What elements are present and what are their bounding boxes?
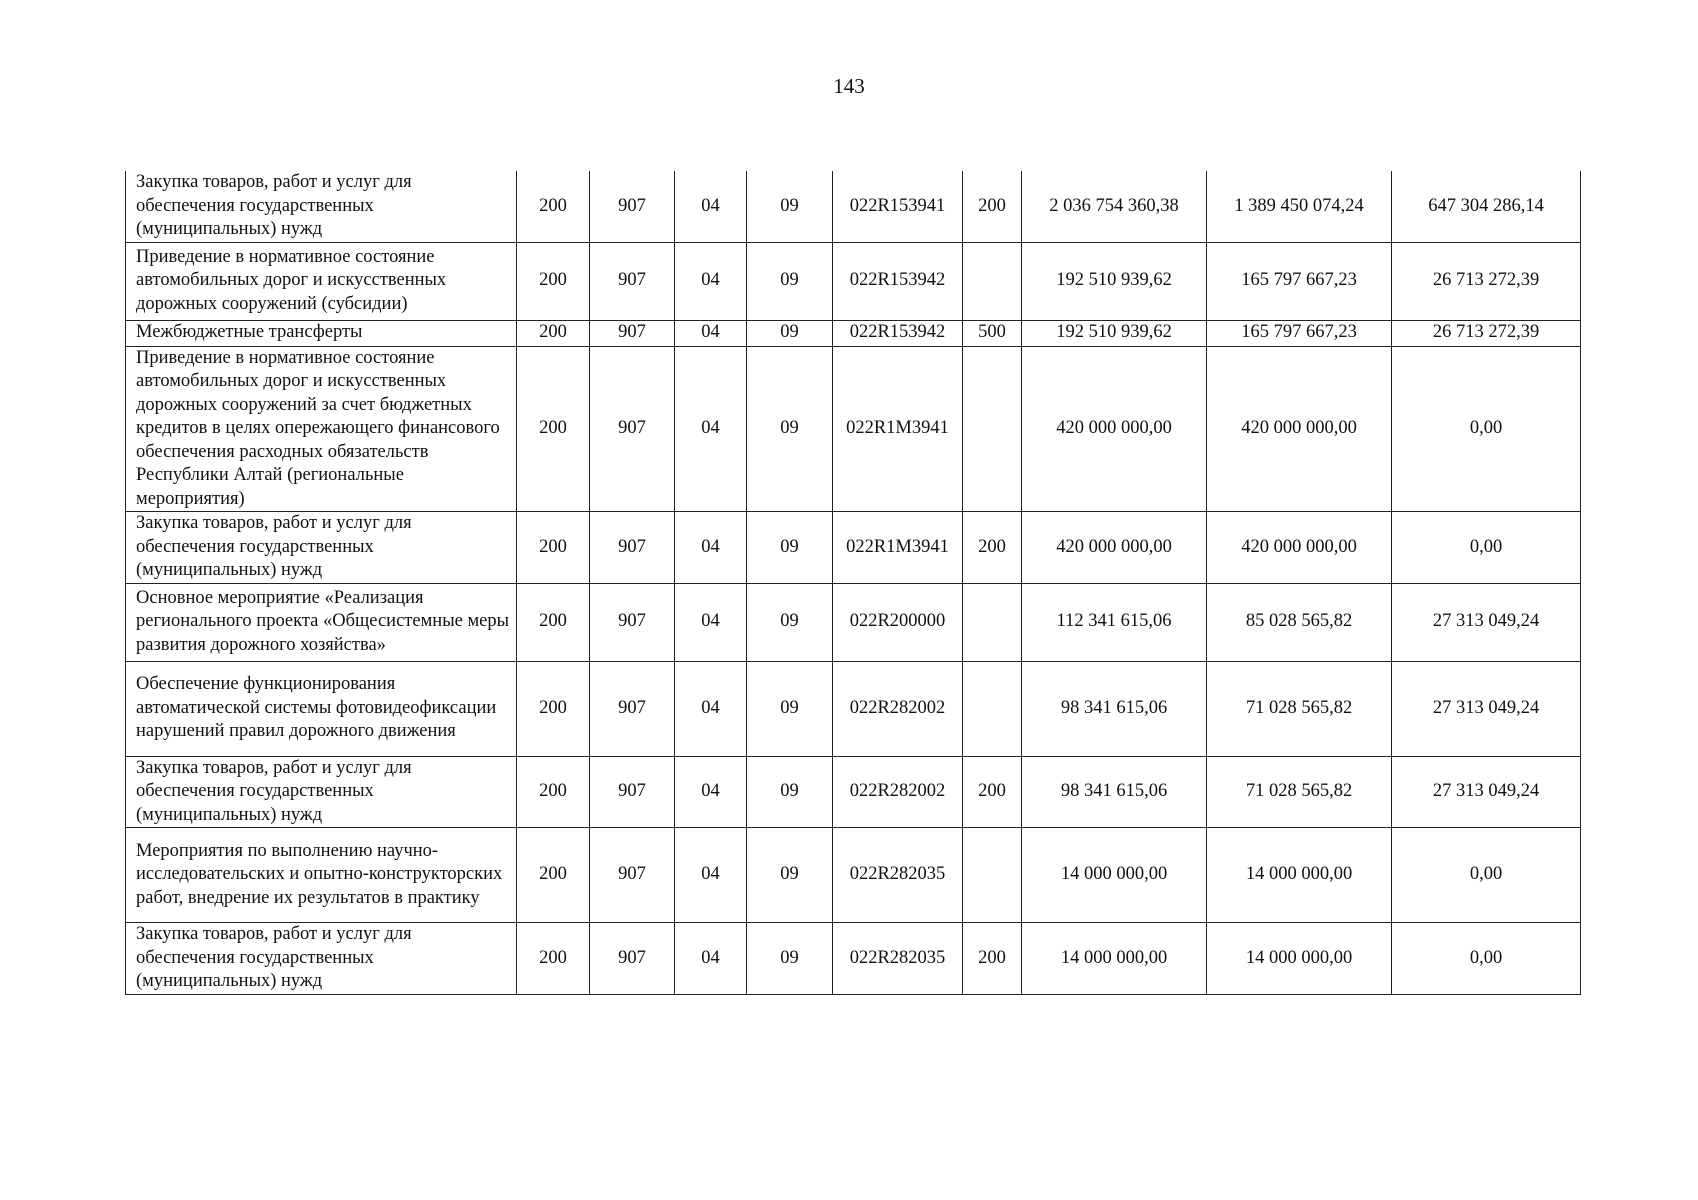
cell-c4: 09 — [747, 242, 833, 320]
table-row — [126, 320, 1581, 346]
row-name: Закупка товаров, работ и услуг для обеспечения государственных (муниципальных) нужд — [126, 512, 517, 584]
cell-v3: 0,00 — [1392, 346, 1581, 512]
table-row — [126, 828, 1581, 923]
cell-v3: 26 713 272,39 — [1392, 242, 1581, 320]
row-name: Мероприятия по выполнению научно-исследовательских и опытно-конструкторских работ, внедрение их результатов в практику — [126, 828, 517, 923]
cell-c4: 09 — [747, 828, 833, 923]
cell-v1: 192 510 939,62 — [1022, 242, 1207, 320]
cell-c4: 09 — [747, 661, 833, 756]
cell-c1: 200 — [517, 756, 590, 828]
cell-c2: 907 — [590, 828, 675, 923]
cell-type — [963, 661, 1022, 756]
cell-type — [963, 346, 1022, 512]
budget-table — [125, 171, 1581, 995]
cell-c1: 200 — [517, 923, 590, 995]
cell-c1: 200 — [517, 171, 590, 242]
table-row — [126, 512, 1581, 584]
cell-c2: 907 — [590, 923, 675, 995]
cell-v1: 2 036 754 360,38 — [1022, 171, 1207, 242]
cell-c1: 200 — [517, 583, 590, 661]
cell-c3: 04 — [675, 828, 747, 923]
cell-v1: 98 341 615,06 — [1022, 756, 1207, 828]
table-row — [126, 661, 1581, 756]
cell-c2: 907 — [590, 756, 675, 828]
row-name: Закупка товаров, работ и услуг для обеспечения государственных (муниципальных) нужд — [126, 171, 517, 242]
cell-v1: 98 341 615,06 — [1022, 661, 1207, 756]
cell-c3: 04 — [675, 242, 747, 320]
row-name: Закупка товаров, работ и услуг для обеспечения государственных (муниципальных) нужд — [126, 923, 517, 995]
cell-c2: 907 — [590, 320, 675, 346]
row-name: Межбюджетные трансферты — [126, 320, 517, 346]
cell-c4: 09 — [747, 583, 833, 661]
cell-code: 022R282002 — [833, 661, 963, 756]
cell-c2: 907 — [590, 512, 675, 584]
cell-code: 022R1M3941 — [833, 346, 963, 512]
cell-c3: 04 — [675, 171, 747, 242]
table-row — [126, 242, 1581, 320]
cell-c4: 09 — [747, 346, 833, 512]
cell-type: 200 — [963, 512, 1022, 584]
cell-v1: 14 000 000,00 — [1022, 828, 1207, 923]
cell-c3: 04 — [675, 661, 747, 756]
cell-c1: 200 — [517, 320, 590, 346]
cell-v2: 420 000 000,00 — [1207, 346, 1392, 512]
cell-v2: 71 028 565,82 — [1207, 661, 1392, 756]
cell-v2: 14 000 000,00 — [1207, 923, 1392, 995]
cell-type: 200 — [963, 923, 1022, 995]
cell-v1: 14 000 000,00 — [1022, 923, 1207, 995]
cell-v1: 420 000 000,00 — [1022, 512, 1207, 584]
cell-c1: 200 — [517, 661, 590, 756]
cell-c1: 200 — [517, 346, 590, 512]
table-body — [126, 171, 1581, 994]
table-row — [126, 346, 1581, 512]
table-row — [126, 756, 1581, 828]
cell-v2: 165 797 667,23 — [1207, 242, 1392, 320]
row-name: Приведение в нормативное состояние автомобильных дорог и искусственных дорожных сооружений за счет бюджетных кредитов в целях опережающего финансового обеспечения расходных обязательств Республики Алтай (региональные мероприятия) — [126, 346, 517, 512]
cell-c4: 09 — [747, 923, 833, 995]
cell-type — [963, 583, 1022, 661]
cell-v2: 14 000 000,00 — [1207, 828, 1392, 923]
cell-code: 022R282035 — [833, 923, 963, 995]
cell-c3: 04 — [675, 320, 747, 346]
cell-code: 022R153942 — [833, 242, 963, 320]
cell-v1: 192 510 939,62 — [1022, 320, 1207, 346]
cell-c4: 09 — [747, 320, 833, 346]
cell-v2: 420 000 000,00 — [1207, 512, 1392, 584]
cell-code: 022R153941 — [833, 171, 963, 242]
cell-c2: 907 — [590, 171, 675, 242]
row-name: Приведение в нормативное состояние автомобильных дорог и искусственных дорожных сооружений (субсидии) — [126, 242, 517, 320]
cell-v3: 27 313 049,24 — [1392, 661, 1581, 756]
cell-code: 022R282002 — [833, 756, 963, 828]
cell-v2: 165 797 667,23 — [1207, 320, 1392, 346]
cell-v1: 420 000 000,00 — [1022, 346, 1207, 512]
table-row — [126, 923, 1581, 995]
row-name: Основное мероприятие «Реализация регионального проекта «Общесистемные меры развития дорожного хозяйства» — [126, 583, 517, 661]
cell-c2: 907 — [590, 583, 675, 661]
cell-code: 022R282035 — [833, 828, 963, 923]
cell-c3: 04 — [675, 512, 747, 584]
cell-v2: 71 028 565,82 — [1207, 756, 1392, 828]
cell-c3: 04 — [675, 346, 747, 512]
cell-type — [963, 828, 1022, 923]
cell-v2: 85 028 565,82 — [1207, 583, 1392, 661]
cell-v3: 26 713 272,39 — [1392, 320, 1581, 346]
cell-c1: 200 — [517, 828, 590, 923]
cell-v3: 27 313 049,24 — [1392, 756, 1581, 828]
cell-v3: 27 313 049,24 — [1392, 583, 1581, 661]
cell-v2: 1 389 450 074,24 — [1207, 171, 1392, 242]
cell-c1: 200 — [517, 242, 590, 320]
cell-c2: 907 — [590, 346, 675, 512]
table-row — [126, 171, 1581, 242]
page-number: 143 — [833, 74, 865, 98]
table-row — [126, 583, 1581, 661]
cell-c2: 907 — [590, 661, 675, 756]
cell-v3: 0,00 — [1392, 923, 1581, 995]
cell-v1: 112 341 615,06 — [1022, 583, 1207, 661]
row-name: Обеспечение функционирования автоматической системы фотовидеофиксации нарушений правил дорожного движения — [126, 661, 517, 756]
cell-type: 200 — [963, 171, 1022, 242]
cell-v3: 647 304 286,14 — [1392, 171, 1581, 242]
cell-code: 022R153942 — [833, 320, 963, 346]
cell-c2: 907 — [590, 242, 675, 320]
cell-c3: 04 — [675, 923, 747, 995]
cell-c4: 09 — [747, 171, 833, 242]
cell-type — [963, 242, 1022, 320]
cell-c3: 04 — [675, 756, 747, 828]
cell-code: 022R200000 — [833, 583, 963, 661]
row-name: Закупка товаров, работ и услуг для обеспечения государственных (муниципальных) нужд — [126, 756, 517, 828]
cell-code: 022R1M3941 — [833, 512, 963, 584]
cell-c4: 09 — [747, 512, 833, 584]
cell-c4: 09 — [747, 756, 833, 828]
cell-v3: 0,00 — [1392, 512, 1581, 584]
cell-type: 200 — [963, 756, 1022, 828]
cell-v3: 0,00 — [1392, 828, 1581, 923]
cell-c3: 04 — [675, 583, 747, 661]
cell-c1: 200 — [517, 512, 590, 584]
cell-type: 500 — [963, 320, 1022, 346]
